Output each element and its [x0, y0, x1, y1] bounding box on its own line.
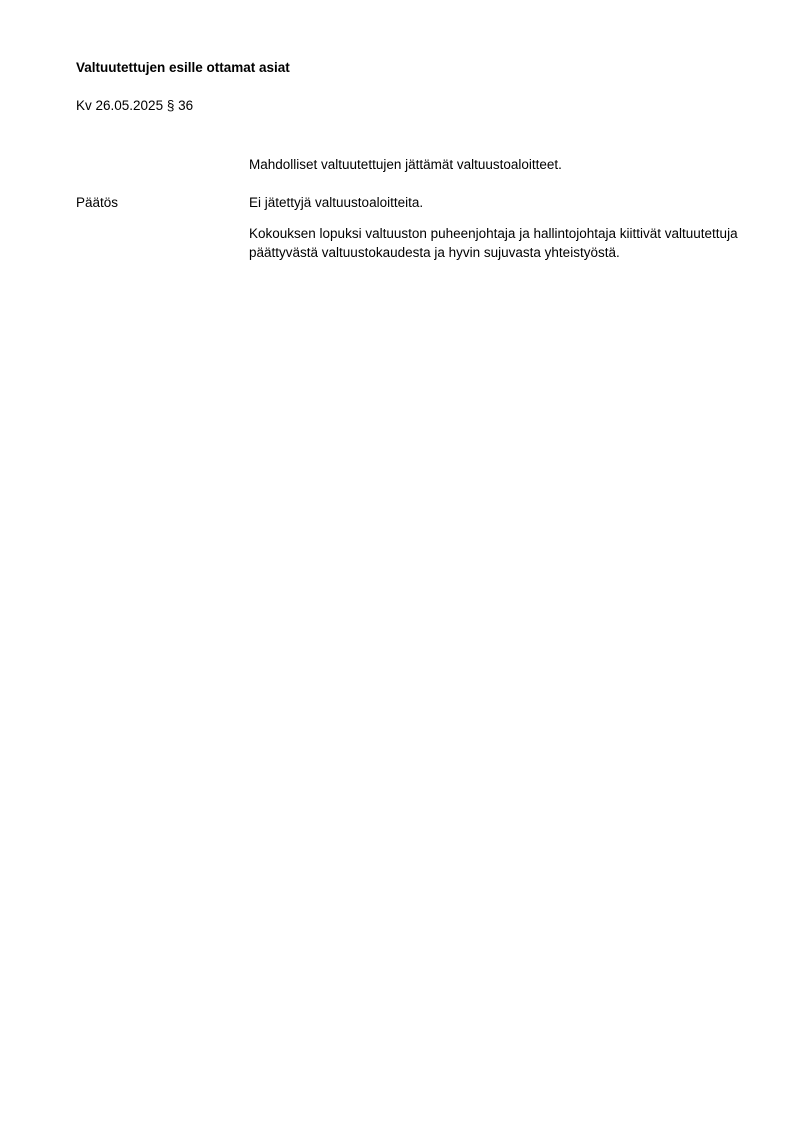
meeting-reference: Kv 26.05.2025 § 36 [76, 98, 194, 113]
intro-content [249, 155, 744, 174]
decision-label: Päätös [76, 195, 119, 210]
decision-paragraph: Kokouksen lopuksi valtuuston puheenjohtaja ja hallintojohtaja kiittivät valtuutettuja päättyvästä valtuustokaudesta ja hyvin sujuvasta yhteistyöstä. [249, 226, 738, 260]
decision-paragraph: Ei jätettyjä valtuustoaloitteita. [249, 195, 424, 210]
document-title: Valtuutettujen esille ottamat asiat [76, 60, 290, 75]
decision-content [249, 193, 744, 262]
intro-text: Mahdolliset valtuutettujen jättämät valtuustoaloitteet. [249, 157, 562, 172]
